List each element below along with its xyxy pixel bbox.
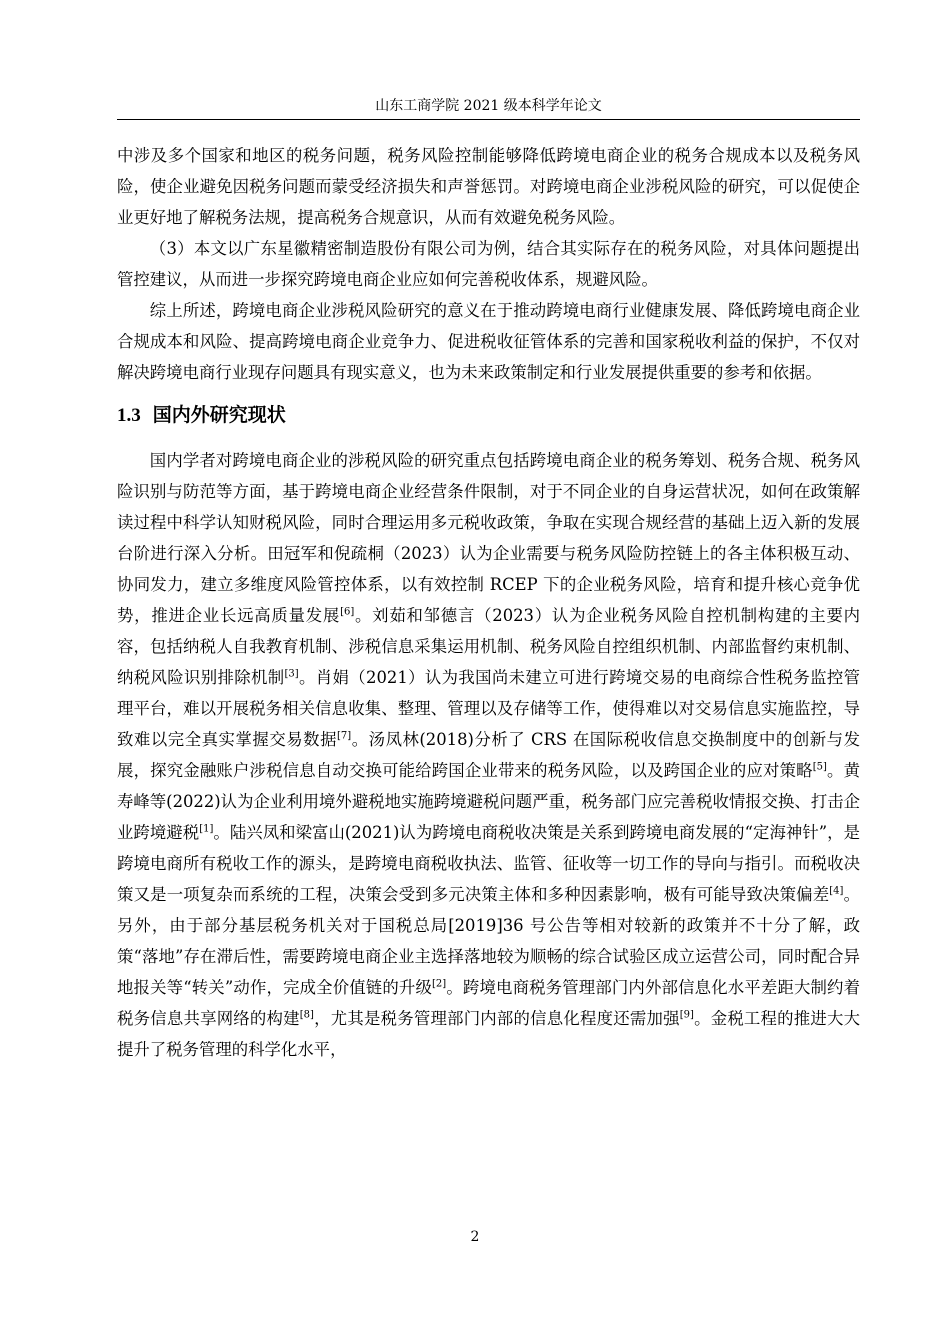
text-segment: 。刘茹和邹德言（2023）认为企业税务风险自控机制构建的主要内容，包括纳税人自我教育机制、涉税信息采集运用机制、税务风险自控组织机制、内部监督约束机制、纳税风险识别排除机制	[117, 606, 860, 687]
text-segment: 。肖娟（2021）认为我国尚未建立可进行跨境交易的电商综合性税务监控管理平台，难以开展税务相关信息收集、整理、管理以及存储等工作，使得难以对交易信息实施监控，导致难以完全真实掌握交易数据	[117, 668, 860, 749]
citation-ref: [3]	[284, 668, 299, 680]
text-segment: 。陆兴凤和梁富山(2021)认为跨境电商税收决策是关系到跨境电商发展的“定海神针”，是跨境电商所有税收工作的源头，是跨境电商税收执法、监管、征收等一切工作的导向与指引。而税收决策又是一项复杂而系统的工程，决策会受到多元决策主体和多种因素影响，极有可能导致决策偏差	[117, 823, 861, 904]
citation-ref: [4]	[829, 885, 844, 897]
section-title: 国内外研究现状	[152, 404, 286, 426]
paragraph-literature-review	[117, 445, 860, 1065]
section-number: 1.3	[117, 405, 141, 426]
page-number: 2	[470, 1229, 480, 1245]
text-segment: 。黄寿峰等(2022)认为企业利用境外避税地实施跨境避税问题严重，税务部门应完善税收情报交换、打击企业跨境避税	[117, 761, 861, 842]
text-segment: 国内学者对跨境电商企业的涉税风险的研究重点包括跨境电商企业的税务筹划、税务合规、税务风险识别与防范等方面，基于跨境电商企业经营条件限制，对于不同企业的自身运营状况，如何在政策解读过程中科学认知财税风险，同时合理运用多元税收政策，争取在实现合规经营的基础上迈入新的发展台阶进行深入分析。田冠军和倪疏桐（2023）认为企业需要与税务风险防控链上的各主体积极互动、协同发力，建立多维度风险管控体系，以有效控制 RCEP 下的企业税务风险，培育和提升核心竞争优势，推进企业长远高质量发展	[117, 451, 860, 625]
text-segment: 。跨境电商税务管理部门内外部信息化水平差距大制约着税务信息共享网络的构建	[117, 978, 861, 1028]
page-header: 山东工商学院 2021 级本科学年论文	[117, 96, 860, 120]
section-heading	[117, 400, 860, 431]
page-body	[117, 140, 860, 1065]
citation-ref: [7]	[337, 730, 352, 742]
text-segment: 。另外，由于部分基层税务机关对于国税总局[2019]36 号公告等相对较新的政策并不十分了解，政策“落地”存在滞后性，需要跨境电商企业主选择落地较为顺畅的综合试验区成立运营公司，同时配合异地报关等“转关”动作，完成全价值链的升级	[117, 885, 861, 997]
text-segment: ，尤其是税务管理部门内部的信息化程度还需加强	[313, 1009, 680, 1028]
paragraph-summary: 综上所述，跨境电商企业涉税风险研究的意义在于推动跨境电商行业健康发展、降低跨境电商企业合规成本和风险、提高跨境电商企业竞争力、促进税收征管体系的完善和国家税收利益的保护，不仅对解决跨境电商行业现存问题具有现实意义，也为未来政策制定和行业发展提供重要的参考和依据。	[117, 301, 860, 382]
citation-ref: [2]	[432, 978, 447, 990]
text-segment: 。汤凤林(2018)分析了 CRS 在国际税收信息交换制度中的创新与发展，探究金融账户涉税信息自动交换可能给跨国企业带来的税务风险，以及跨国企业的应对策略	[117, 730, 860, 780]
citation-ref: [5]	[812, 761, 827, 773]
citation-ref: [1]	[199, 823, 214, 835]
citation-ref: [6]	[340, 606, 355, 618]
citation-ref: [9]	[679, 1009, 694, 1021]
paragraph-continued: 中涉及多个国家和地区的税务问题，税务风险控制能够降低跨境电商企业的税务合规成本以及税务风险，使企业避免因税务问题而蒙受经济损失和声誉惩罚。对跨境电商企业涉税风险的研究，可以促使企业更好地了解税务法规，提高税务合规意识，从而有效避免税务风险。	[117, 146, 860, 227]
paragraph-point-3: （3）本文以广东星徽精密制造股份有限公司为例，结合其实际存在的税务风险，对具体问题提出管控建议，从而进一步探究跨境电商企业应如何完善税收体系，规避风险。	[117, 239, 860, 289]
citation-ref: [8]	[299, 1009, 314, 1021]
text-segment: 。金税工程的推进大大提升了税务管理的科学化水平，	[117, 1009, 861, 1059]
